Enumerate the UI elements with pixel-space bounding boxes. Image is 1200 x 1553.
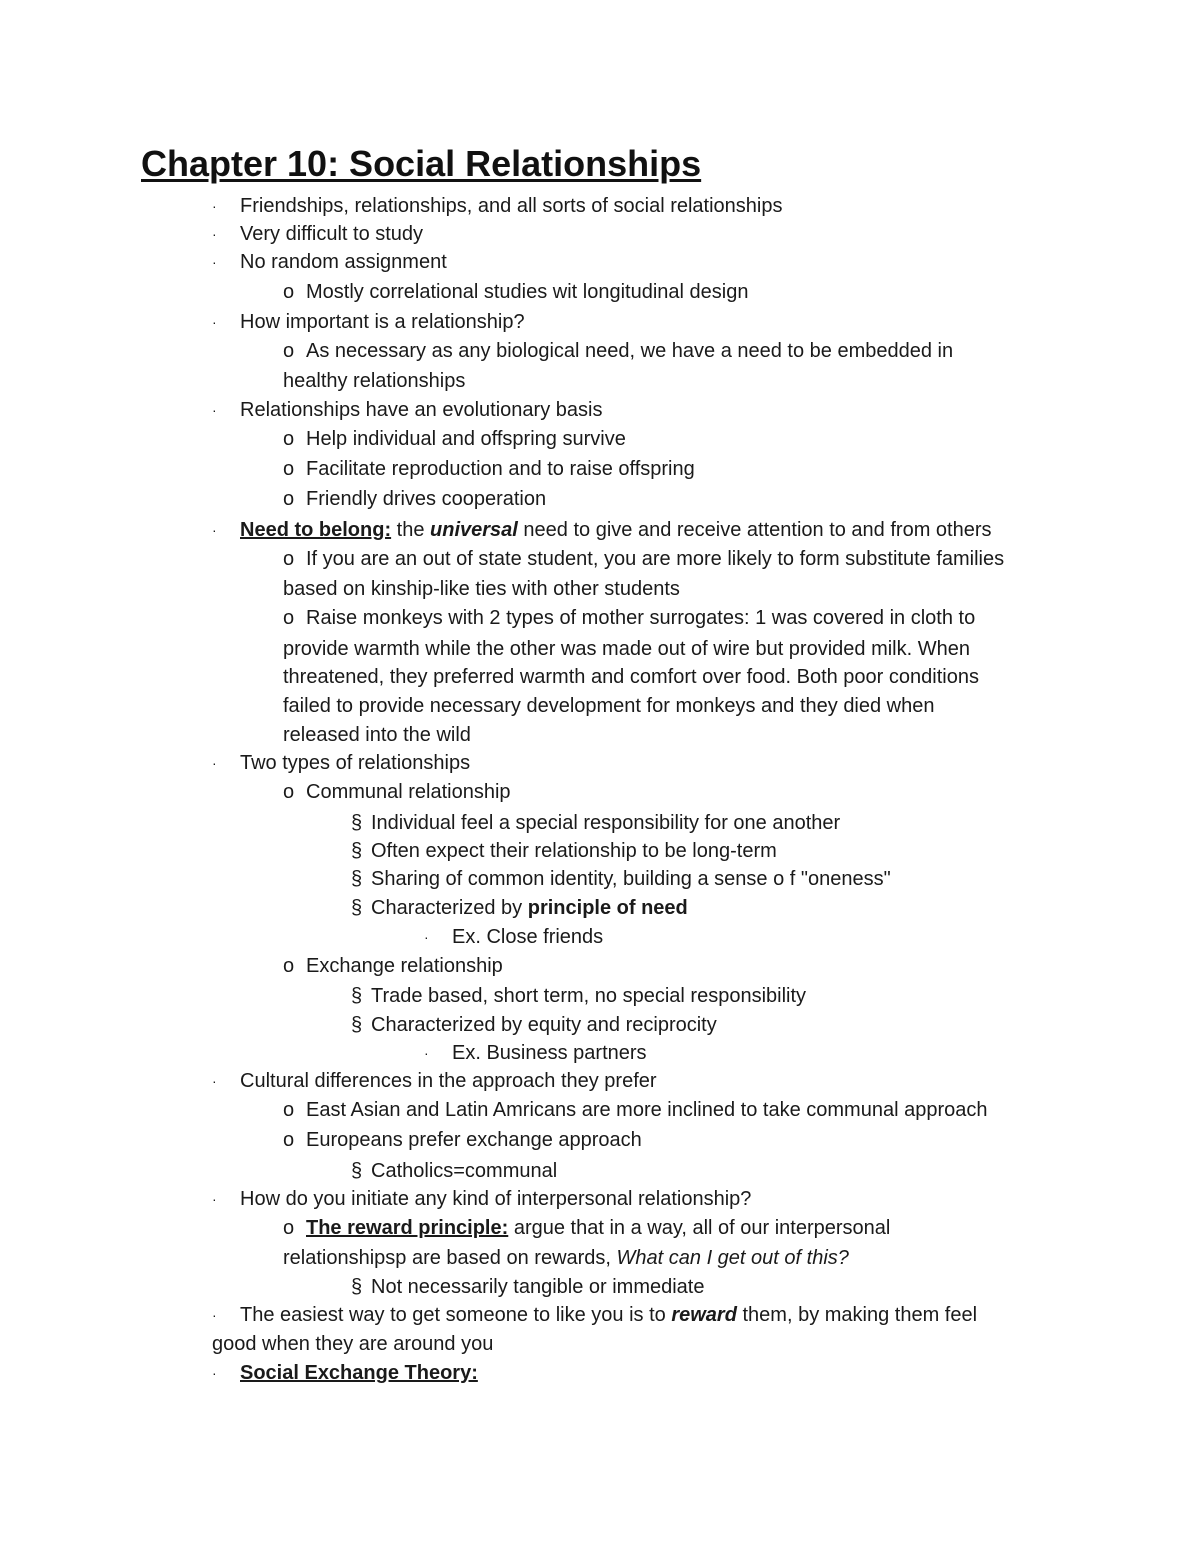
list-item-text (240, 1359, 478, 1387)
list-item-text: Friendly drives cooperation (306, 488, 547, 510)
list-item-text: provide warmth while the other was made out of wire but provided milk. When (283, 638, 970, 660)
list-item-text: good when they are around you (212, 1333, 494, 1355)
list-item-text: Not necessarily tangible or immediate (371, 1276, 705, 1298)
text-run: The easiest way to get someone to like you is to (240, 1304, 672, 1326)
list-item-text (371, 894, 688, 922)
list-item-text: As necessary as any biological need, we have a need to be embedded in (306, 340, 954, 362)
list-item-text: Help individual and offspring survive (306, 428, 626, 450)
circle-marker: o (283, 281, 295, 303)
list-item-text: Individual feel a special responsibility for one another (371, 812, 841, 834)
section-marker: § (351, 1014, 363, 1036)
section-marker: § (351, 840, 363, 862)
bullet-marker: · (212, 1073, 217, 1089)
list-item-text: healthy relationships (283, 370, 466, 392)
list-item-text: Often expect their relationship to be long-term (371, 840, 777, 862)
bold-term: principle of need (527, 897, 688, 919)
list-item-text: based on kinship-like ties with other students (283, 578, 680, 600)
key-term: Need to belong: (240, 519, 392, 541)
circle-marker: o (283, 1217, 295, 1239)
list-item-text (283, 1244, 849, 1272)
bullet-marker: · (212, 402, 217, 418)
section-marker: § (351, 985, 363, 1007)
list-item-text: Exchange relationship (306, 955, 503, 977)
list-item-text: How do you initiate any kind of interpersonal relationship? (240, 1188, 752, 1210)
section-marker: § (351, 897, 363, 919)
circle-marker: o (283, 488, 295, 510)
list-item-text: East Asian and Latin Amricans are more inclined to take communal approach (306, 1099, 988, 1121)
bullet-marker: · (212, 314, 217, 330)
section-marker: § (351, 1160, 363, 1182)
bullet-marker: · (212, 522, 217, 538)
text-run: Characterized by (371, 897, 528, 919)
list-item-text: Europeans prefer exchange approach (306, 1129, 642, 1151)
text-run: need to give and receive attention to and from others (517, 519, 992, 541)
list-item-text (240, 516, 992, 544)
circle-marker: o (283, 1099, 295, 1121)
section-marker: § (351, 868, 363, 890)
key-term: Social Exchange Theory: (240, 1362, 478, 1384)
circle-marker: o (283, 548, 295, 570)
circle-marker: o (283, 607, 295, 629)
circle-marker: o (283, 781, 295, 803)
list-item-text: threatened, they preferred warmth and comfort over food. Both poor conditions (283, 666, 979, 688)
list-item-text (306, 1214, 890, 1242)
list-item-text: Ex. Close friends (452, 926, 604, 948)
text-run: relationshipsp are based on rewards, (283, 1247, 617, 1269)
circle-marker: o (283, 1129, 295, 1151)
list-item-text: Cultural differences in the approach they prefer (240, 1070, 657, 1092)
circle-marker: o (283, 428, 295, 450)
section-marker: § (351, 812, 363, 834)
page-title: Chapter 10: Social Relationships (141, 143, 702, 184)
list-item-text: If you are an out of state student, you are more likely to form substitute families (306, 548, 1005, 570)
key-term: The reward principle: (306, 1217, 509, 1239)
bullet-marker: · (212, 254, 217, 270)
circle-marker: o (283, 458, 295, 480)
list-item-text: Very difficult to study (240, 223, 424, 245)
list-item-text: released into the wild (283, 724, 471, 746)
list-item-text: failed to provide necessary development for monkeys and they died when (283, 695, 935, 717)
bullet-marker: · (212, 198, 217, 214)
bullet-marker: · (212, 1191, 217, 1207)
emphasis: universal (430, 519, 518, 541)
circle-marker: o (283, 340, 295, 362)
list-item-text: Mostly correlational studies wit longitudinal design (306, 281, 749, 303)
bullet-marker: · (212, 755, 217, 771)
emphasis: reward (671, 1304, 737, 1326)
bullet-marker: · (424, 1045, 429, 1061)
text-run: the (391, 519, 431, 541)
list-item-text: Communal relationship (306, 781, 511, 803)
section-marker: § (351, 1276, 363, 1298)
bullet-marker: · (212, 1307, 217, 1323)
text-run: argue that in a way, all of our interpersonal (508, 1217, 891, 1239)
list-item-text: Facilitate reproduction and to raise offspring (306, 458, 695, 480)
text-run: them, by making them feel (736, 1304, 978, 1326)
list-item-text: Trade based, short term, no special responsibility (371, 985, 807, 1007)
circle-marker: o (283, 955, 295, 977)
list-item-text: No random assignment (240, 251, 447, 273)
bullet-marker: · (212, 226, 217, 242)
list-item-text: Catholics=communal (371, 1160, 558, 1182)
list-item-text: Raise monkeys with 2 types of mother surrogates: 1 was covered in cloth to (306, 607, 976, 629)
list-item-text: How important is a relationship? (240, 311, 525, 333)
bullet-marker: · (212, 1365, 217, 1381)
list-item-text: Friendships, relationships, and all sorts of social relationships (240, 195, 783, 217)
italic-question: What can I get out of this? (616, 1247, 849, 1269)
list-item-text (240, 1301, 977, 1329)
list-item-text: Ex. Business partners (452, 1042, 647, 1064)
list-item-text: Characterized by equity and reciprocity (371, 1014, 717, 1036)
list-item-text: Sharing of common identity, building a sense o f "oneness" (371, 868, 891, 890)
list-item-text: Two types of relationships (240, 752, 471, 774)
list-item-text: Relationships have an evolutionary basis (240, 399, 603, 421)
bullet-marker: · (424, 929, 429, 945)
